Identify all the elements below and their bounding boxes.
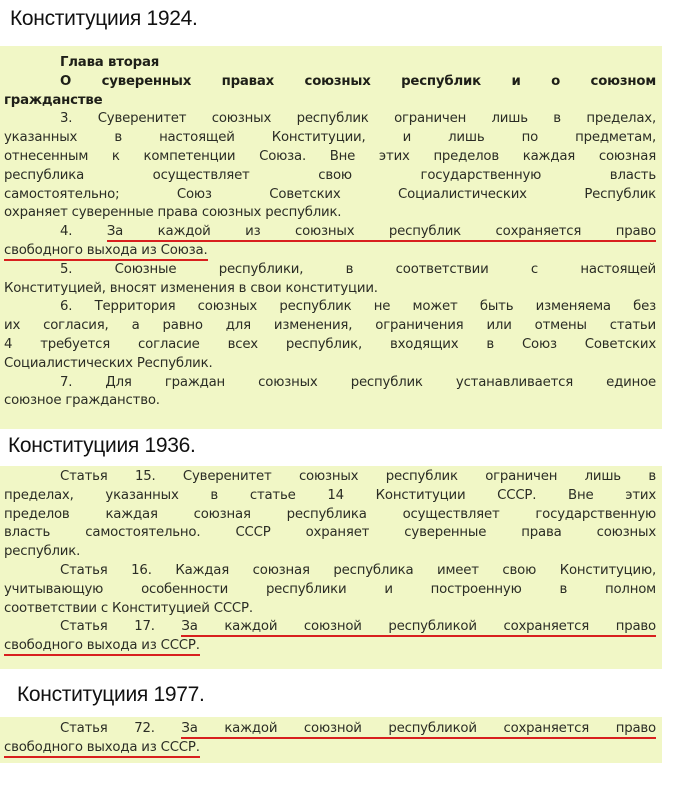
heading-line: [4, 92, 656, 111]
text-line: [4, 543, 656, 562]
text-segment: пределов каждая союзная республика осуществляет государственную: [4, 506, 656, 522]
text-line: [4, 581, 656, 600]
text-line: [4, 110, 656, 129]
text-segment: Статья 16. Каждая союзная республика имеет свою Конституцию,: [60, 562, 656, 578]
text-segment: 6. Территория союзных республик не может быть изменяема без: [60, 299, 656, 315]
text-segment: республик.: [4, 544, 81, 560]
text-line: [4, 355, 656, 374]
title-1977: Конституциия 1977.: [17, 683, 205, 706]
panel-1977: [0, 717, 662, 763]
panel-1936: [0, 466, 662, 669]
text-line: [4, 637, 656, 656]
text-line: [4, 562, 656, 581]
text-segment: Социалистических Республик.: [4, 355, 213, 371]
text-segment: Глава вторая: [60, 55, 160, 70]
text-line: [4, 186, 656, 205]
text-segment: Статья 17.: [60, 619, 182, 635]
text-segment: республика осуществляет свою государственную власть: [4, 167, 656, 183]
text-segment: Статья 15. Суверенитет союзных республик ограничен лишь в: [60, 469, 656, 484]
text-line: [4, 392, 656, 411]
text-line: [4, 129, 656, 148]
text-line: [4, 298, 656, 317]
text-segment: 4.: [60, 224, 107, 240]
text-line: [4, 223, 656, 242]
text-segment: охраняет суверенные права союзных республик.: [4, 205, 342, 221]
text-line: [4, 618, 656, 637]
text-segment: отнесенным к компетенции Союза. Вне этих пределов каждая союзная: [4, 148, 656, 164]
highlighted-text: За каждой из союзных республик сохраняется право: [107, 224, 656, 242]
heading-line: [4, 73, 656, 92]
text-line: [4, 506, 656, 525]
text-segment: Конституцией, вносят изменения в свои конституции.: [4, 280, 378, 296]
text-segment: 7. Для граждан союзных республик устанавливается единое: [60, 374, 656, 390]
text-segment: указанных в настоящей Конституции, и лишь по предметам,: [4, 130, 656, 146]
highlighted-text: За каждой союзной республикой сохраняется право: [181, 619, 656, 637]
text-line: [4, 261, 656, 280]
text-segment: соответствии с Конституцией СССР.: [4, 600, 253, 616]
panel-1924: [0, 46, 662, 429]
text-segment: самостоятельно; Союз Советских Социалистических Республик: [4, 186, 656, 202]
text-line: [4, 374, 656, 393]
title-1924: Конституциия 1924.: [10, 7, 198, 30]
text-line: [4, 242, 656, 261]
highlighted-text: свободного выхода из СССР.: [4, 638, 200, 656]
text-segment: их согласия, а равно для изменения, ограничения или отмены статьи: [4, 318, 656, 334]
heading-line: [4, 54, 656, 73]
highlighted-text: свободного выхода из Союза.: [4, 243, 208, 261]
text-segment: учитывающую особенности республики и построенную в полном: [4, 581, 656, 597]
text-segment: 5. Союзные республики, в соответствии с настоящей: [60, 261, 656, 277]
text-segment: пределах, указанных в статье 14 Конституции СССР. Вне этих: [4, 487, 656, 503]
text-line: [4, 524, 656, 543]
text-segment: 4 требуется согласие всех республик, входящих в Союз Советских: [4, 336, 656, 352]
text-segment: союзное гражданство.: [4, 393, 160, 409]
highlighted-text: За каждой союзной республикой сохраняется право: [181, 721, 656, 739]
text-segment: власть самостоятельно. СССР охраняет суверенные права союзных: [4, 525, 656, 541]
text-line: [4, 336, 656, 355]
text-line: [4, 468, 656, 487]
text-line: [4, 204, 656, 223]
text-segment: 3. Суверенитет союзных республик ограничен лишь в пределах,: [60, 111, 656, 127]
title-1936: Конституциия 1936.: [8, 434, 196, 457]
text-line: [4, 487, 656, 506]
text-segment: гражданстве: [4, 92, 103, 108]
text-line: [4, 720, 656, 739]
text-line: [4, 148, 656, 167]
text-line: [4, 600, 656, 619]
text-segment: Статья 72.: [60, 721, 182, 736]
text-line: [4, 280, 656, 299]
highlighted-text: свободного выхода из СССР.: [4, 740, 200, 758]
text-segment: О суверенных правах союзных республик и о союзном: [60, 73, 656, 89]
text-line: [4, 167, 656, 186]
text-line: [4, 317, 656, 336]
text-line: [4, 739, 656, 758]
